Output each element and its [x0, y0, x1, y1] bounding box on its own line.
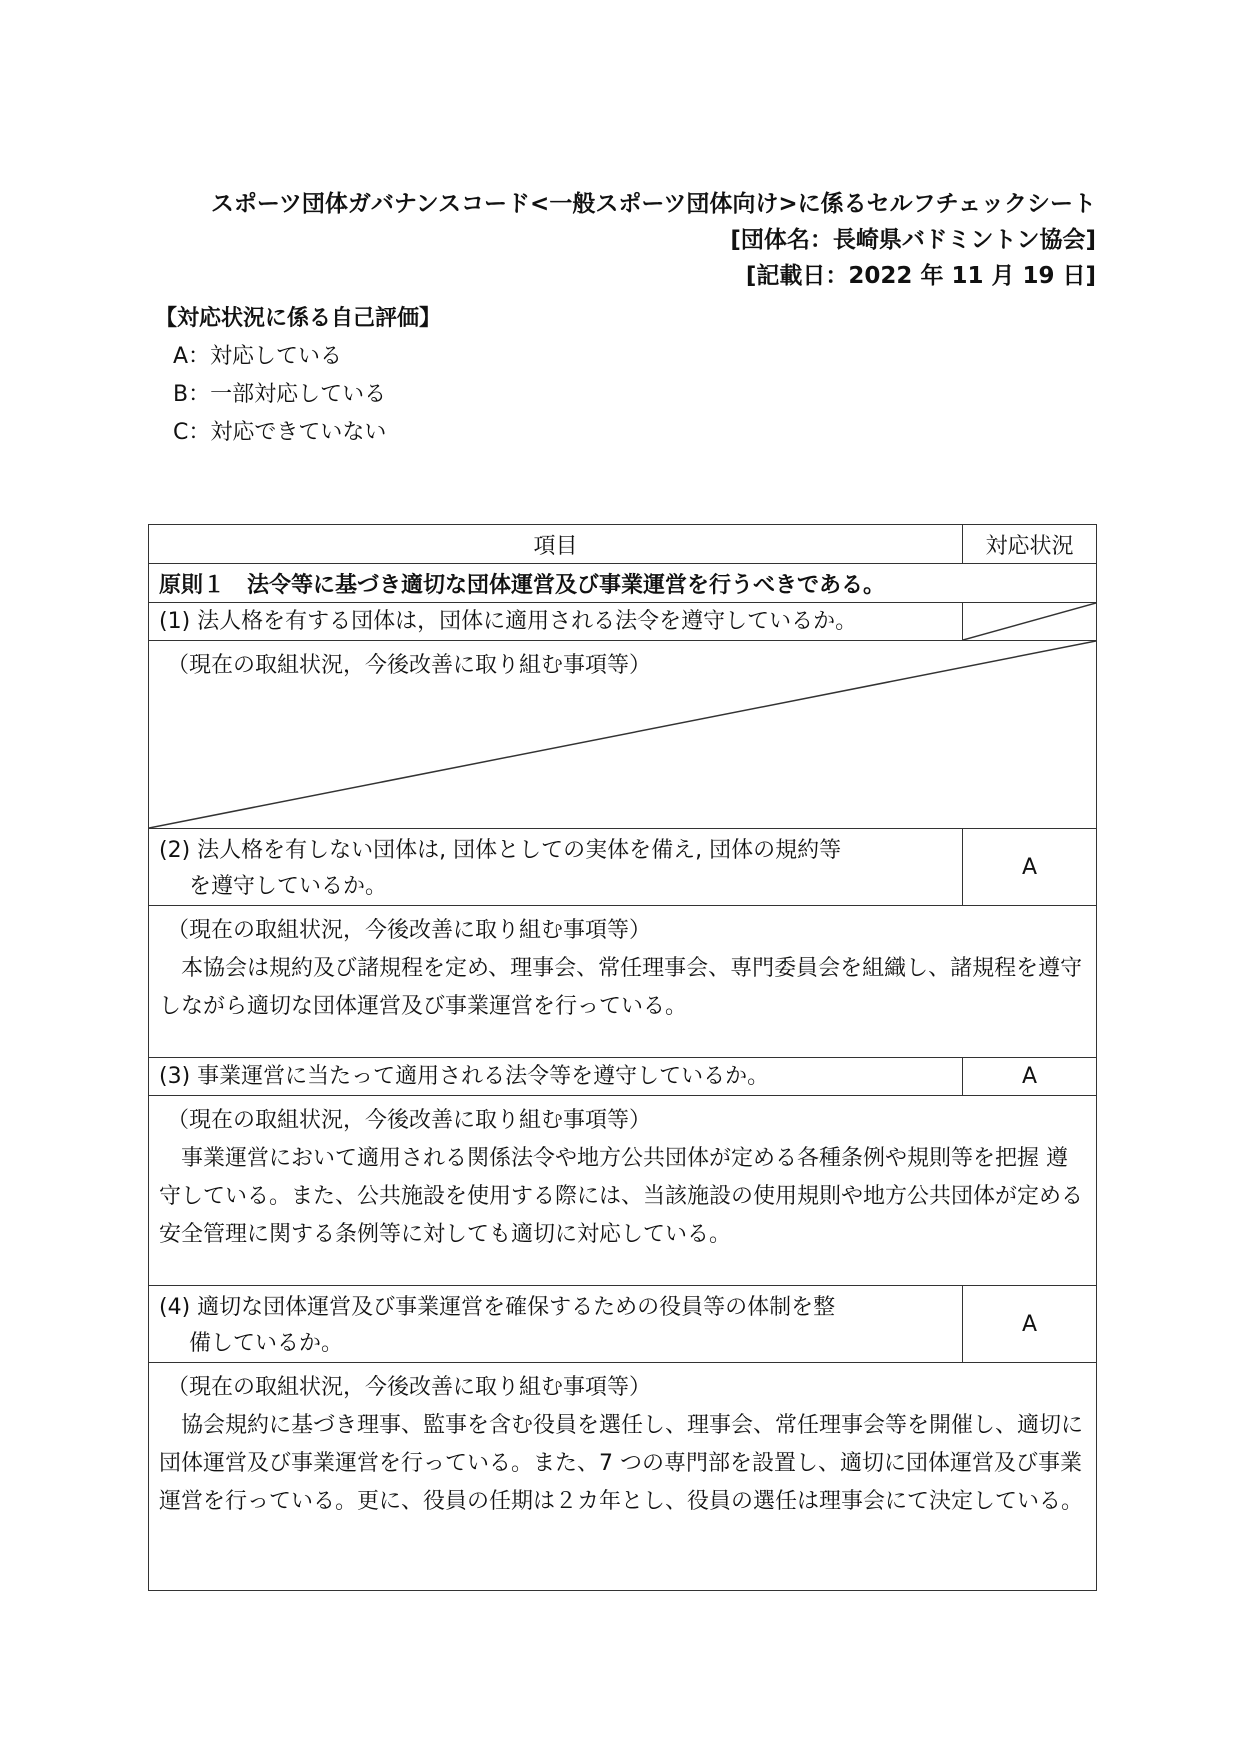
status-cell-4: A [963, 1286, 1097, 1363]
notes-row-1 [149, 641, 1097, 829]
status-cell-2: A [963, 829, 1097, 906]
self-check-table [148, 524, 1097, 1591]
diagonal-strike [963, 603, 1096, 640]
notes-label-2: （現在の取組状況，今後改善に取り組む事項等） [167, 918, 652, 943]
question-text-1 [149, 603, 963, 641]
question-row-4 [149, 1286, 1097, 1363]
question-row-2 [149, 829, 1097, 906]
principle-row [149, 564, 1097, 603]
notes-label-1: （現在の取組状況，今後改善に取り組む事項等） [167, 653, 652, 678]
notes-label-4: （現在の取組状況，今後改善に取り組む事項等） [167, 1375, 652, 1400]
legend-heading: 【対応状況に係る自己評価】 [155, 306, 442, 331]
notes-row-4 [149, 1363, 1097, 1591]
notes-cell-1 [149, 641, 1097, 829]
notes-1-diagonal-strike [149, 641, 1096, 828]
organization-name: [団体名：長崎県バドミントン協会] [730, 227, 1096, 253]
record-date: [記載日：2022 年 11 月 19 日] [745, 263, 1096, 289]
notes-cell-2 [149, 906, 1097, 1058]
notes-body-3: 事業運営において適用される関係法令や地方公共団体が定める各種条例や規則等を把握 遵守している。また、公共施設を使用する際には、当該施設の使用規則や地方公共団体が定める安全管理に関する条例等に対しても適切に対応している。 [159, 1146, 1084, 1247]
evaluation-legend [155, 300, 441, 452]
header-status: 対応状況 [963, 525, 1097, 564]
notes-cell-4 [149, 1363, 1097, 1591]
question-4-line2: 備しているか。 [189, 1331, 344, 1356]
legend-item-c: C：対応できていない [173, 420, 387, 445]
notes-label-3: （現在の取組状況，今後改善に取り組む事項等） [167, 1108, 652, 1133]
question-3-line1: (3) 事業運営に当たって適用される法令等を遵守しているか。 [159, 1064, 770, 1089]
question-4-line1: (4) 適切な団体運営及び事業運営を確保するための役員等の体制を整 [159, 1295, 836, 1320]
question-text-4 [149, 1286, 963, 1363]
legend-item-a: A：対応している [173, 344, 343, 369]
principle-text: 原則１ 法令等に基づき適切な団体運営及び事業運営を行うべきである。 [149, 564, 1097, 603]
notes-body-2: 本協会は規約及び諸規程を定め、理事会、常任理事会、専門委員会を組織し、諸規程を遵守しながら適切な団体運営及び事業運営を行っている。 [159, 956, 1083, 1019]
status-cell-1-not-applicable [963, 603, 1097, 641]
question-text-2 [149, 829, 963, 906]
status-cell-3: A [963, 1058, 1097, 1096]
notes-cell-3 [149, 1096, 1097, 1286]
notes-body-4: 協会規約に基づき理事、監事を含む役員を選任し、理事会、常任理事会等を開催し、適切に団体運営及び事業運営を行っている。また、7 つの専門部を設置し、適切に団体運営及び事業運営を行っている。更に、役員の任期は２カ年とし、役員の選任は理事会にて決定している。 [159, 1413, 1084, 1514]
legend-item-b: B：一部対応している [173, 382, 387, 407]
header-item: 項目 [149, 525, 963, 564]
document-title: スポーツ団体ガバナンスコード<一般スポーツ団体向け>に係るセルフチェックシート [210, 191, 1096, 217]
question-2-line2: を遵守しているか。 [189, 874, 388, 899]
question-text-3 [149, 1058, 963, 1096]
question-2-line1: (2) 法人格を有しない団体は, 団体としての実体を備え, 団体の規約等 [159, 838, 842, 863]
title-block [148, 186, 1096, 294]
question-row-3 [149, 1058, 1097, 1096]
notes-row-2 [149, 906, 1097, 1058]
question-1-line1: (1) 法人格を有する団体は，団体に適用される法令を遵守しているか。 [159, 609, 858, 634]
question-row-1 [149, 603, 1097, 641]
table-header-row [149, 525, 1097, 564]
notes-row-3 [149, 1096, 1097, 1286]
